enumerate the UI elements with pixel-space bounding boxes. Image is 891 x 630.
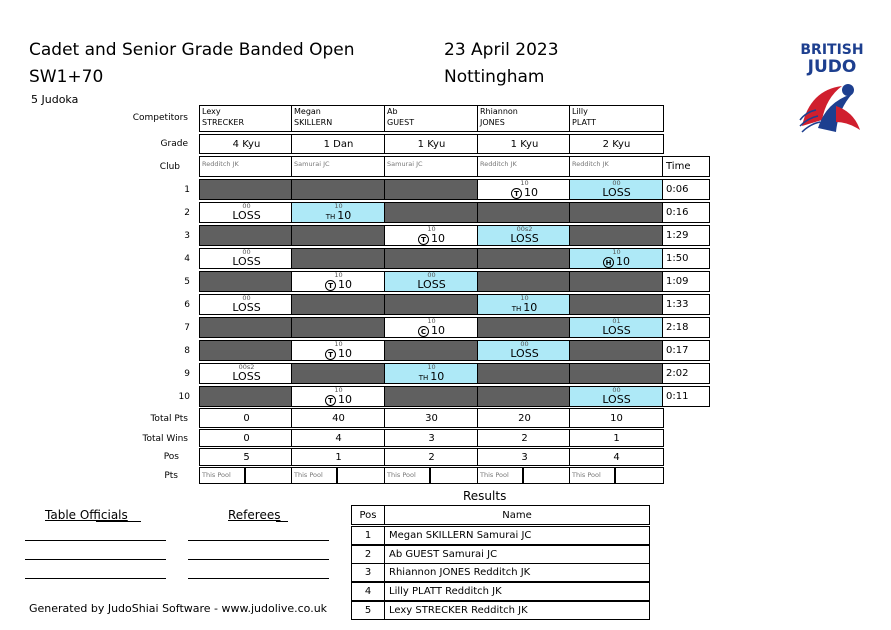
label-total-wins: Total Wins: [142, 434, 188, 444]
label-pos: Pos: [163, 452, 179, 462]
label-competitors: Competitors: [132, 113, 188, 123]
empty-bout-cell: [291, 225, 386, 246]
empty-bout-cell: [291, 248, 386, 269]
bout-result: [570, 393, 663, 406]
bout-result-text: 10: [430, 370, 445, 383]
empty-bout-cell: [199, 386, 294, 407]
competitor-name-cell: [291, 105, 386, 132]
competitor-first-name: Lilly: [572, 107, 588, 116]
referees-heading: Referees: [228, 508, 281, 522]
empty-bout-cell: [384, 248, 479, 269]
competitor-last-name: SKILLERN: [294, 118, 333, 127]
bout-result-text: LOSS: [602, 324, 631, 337]
win-type-icon: H: [603, 257, 614, 268]
this-pool-cell: [384, 467, 430, 484]
empty-bout-cell: [384, 340, 479, 361]
bout-score-cell: [384, 225, 479, 246]
score-detail: 10: [334, 271, 343, 279]
bout-result-text: LOSS: [510, 347, 539, 360]
bout-result-text: LOSS: [232, 301, 261, 314]
category-label: SW1+70: [29, 67, 104, 87]
grade-cell: 2 Kyu: [569, 134, 664, 154]
bout-result: [385, 232, 478, 245]
grade-cell: 4 Kyu: [199, 134, 294, 154]
bout-result-text: LOSS: [602, 393, 631, 406]
empty-bout-cell: [384, 294, 479, 315]
score-detail: 10: [612, 248, 621, 256]
bout-result: [385, 278, 478, 291]
time-header-cell: [662, 156, 710, 177]
competitor-first-name: Ab: [387, 107, 398, 116]
bout-score-cell: [477, 340, 572, 361]
time-header: Time: [666, 161, 691, 172]
total-pts-cell: 30: [384, 408, 479, 428]
score-detail: 00: [427, 271, 436, 279]
signature-line: [25, 578, 166, 579]
empty-bout-cell: [384, 202, 479, 223]
win-type-prefix: TH: [511, 305, 522, 313]
bout-result-text: 10: [338, 393, 352, 406]
bout-score-cell: [291, 202, 386, 223]
bout-result-text: 10: [431, 232, 445, 245]
this-pool-label: This Pool: [202, 471, 231, 479]
empty-bout-cell: [384, 179, 479, 200]
bout-time-cell: 2:18: [662, 317, 710, 338]
bout-time-cell: 1:50: [662, 248, 710, 269]
bout-number: 1: [184, 185, 190, 195]
empty-bout-cell: [199, 340, 294, 361]
club-name: Samurai JC: [294, 160, 330, 168]
pool-points-cell: [337, 467, 386, 484]
score-detail: 10: [334, 340, 343, 348]
table-officials-heading: Table Officials: [45, 508, 128, 522]
bout-result: [200, 301, 293, 314]
pool-points-cell: [245, 467, 294, 484]
empty-bout-cell: [477, 317, 572, 338]
this-pool-label: This Pool: [572, 471, 601, 479]
grade-cell: 1 Kyu: [384, 134, 479, 154]
empty-bout-cell: [569, 340, 664, 361]
competitor-last-name: PLATT: [572, 118, 596, 127]
score-detail: 00: [520, 340, 529, 348]
bout-score-cell: [569, 179, 664, 200]
win-type-icon: T: [325, 349, 336, 360]
bout-score-cell: [199, 363, 294, 384]
bout-time-cell: 0:06: [662, 179, 710, 200]
results-title: Results: [463, 489, 507, 503]
bout-result-text: 10: [337, 209, 352, 222]
win-type-icon: C: [418, 326, 429, 337]
bout-score-cell: [477, 294, 572, 315]
club-cell: [291, 156, 386, 177]
empty-bout-cell: [291, 363, 386, 384]
bout-result-text: 10: [431, 324, 445, 337]
bout-result: [478, 301, 571, 316]
competitor-name-cell: [569, 105, 664, 132]
bout-number: 10: [178, 392, 190, 402]
total-wins-cell: 0: [199, 429, 294, 447]
score-detail: 10: [427, 363, 436, 371]
bout-number: 2: [184, 208, 190, 218]
score-detail: 00s2: [516, 225, 533, 233]
empty-bout-cell: [569, 271, 664, 292]
results-pos-cell: 2: [351, 545, 385, 564]
bout-result: [570, 186, 663, 199]
this-pool-label: This Pool: [294, 471, 323, 479]
total-pts-cell: 10: [569, 408, 664, 428]
score-detail: 10: [427, 317, 436, 325]
score-detail: 00: [612, 179, 621, 187]
club-cell: [384, 156, 479, 177]
bout-number: 7: [184, 323, 190, 333]
total-wins-cell: 3: [384, 429, 479, 447]
bout-score-cell: [199, 202, 294, 223]
empty-bout-cell: [199, 317, 294, 338]
bout-number: 6: [184, 300, 190, 310]
total-wins-cell: 1: [569, 429, 664, 447]
competitor-last-name: STRECKER: [202, 118, 245, 127]
bout-time-cell: 0:11: [662, 386, 710, 407]
pool-points-cell: [615, 467, 664, 484]
bout-time-cell: 0:16: [662, 202, 710, 223]
competitor-first-name: Rhiannon: [480, 107, 518, 116]
bout-result-text: 10: [338, 347, 352, 360]
footer-credit: Generated by JudoShiai Software - www.judolive.co.uk: [29, 602, 328, 615]
event-date: 23 April 2023: [444, 40, 559, 60]
bout-score-cell: [384, 363, 479, 384]
win-type-prefix: TH: [325, 213, 336, 221]
empty-bout-cell: [199, 225, 294, 246]
pos-cell: 1: [291, 448, 386, 466]
score-detail: 00: [242, 248, 251, 256]
bout-result: [200, 209, 293, 222]
bout-number: 4: [184, 254, 190, 264]
event-location: Nottingham: [444, 67, 545, 87]
pool-points-cell: [430, 467, 479, 484]
bout-result: [292, 209, 385, 224]
empty-bout-cell: [569, 363, 664, 384]
signature-line: [188, 578, 329, 579]
bout-result-text: LOSS: [417, 278, 446, 291]
empty-bout-cell: [477, 363, 572, 384]
score-detail: 01: [612, 317, 621, 325]
results-pos-cell: 1: [351, 526, 385, 545]
pool-points-cell: [523, 467, 572, 484]
logo-text-top: BRITISH: [800, 42, 864, 58]
score-detail: 00: [242, 294, 251, 302]
label-pts: Pts: [164, 471, 178, 481]
bout-time-cell: 0:17: [662, 340, 710, 361]
results-pos-header: Pos: [351, 505, 385, 525]
club-name: Redditch JK: [480, 160, 517, 168]
british-judo-logo: [796, 42, 868, 150]
signature-line: [188, 559, 329, 560]
bout-result: [570, 324, 663, 337]
bout-result-text: 10: [523, 301, 538, 314]
bout-result: [292, 393, 385, 406]
judoka-count: 5 Judoka: [31, 93, 79, 106]
empty-bout-cell: [477, 386, 572, 407]
bout-result-text: LOSS: [232, 255, 261, 268]
bout-time-cell: 2:02: [662, 363, 710, 384]
score-detail: 10: [520, 179, 529, 187]
judoka-emblem-icon: [796, 76, 868, 146]
bout-number: 9: [184, 369, 190, 379]
results-name-cell: Ab GUEST Samurai JC: [384, 545, 650, 564]
results-pos-cell: 4: [351, 582, 385, 601]
score-detail: 00: [242, 202, 251, 210]
score-detail: 10: [334, 386, 343, 394]
bout-result-text: LOSS: [232, 209, 261, 222]
bout-result: [478, 347, 571, 360]
bout-result: [200, 255, 293, 268]
competitor-name-cell: [199, 105, 294, 132]
bout-score-cell: [291, 386, 386, 407]
bout-result: [292, 347, 385, 360]
bout-result: [478, 186, 571, 199]
this-pool-cell: [199, 467, 245, 484]
this-pool-label: This Pool: [480, 471, 509, 479]
total-wins-cell: 2: [477, 429, 572, 447]
win-type-icon: T: [325, 395, 336, 406]
pos-cell: 3: [477, 448, 572, 466]
total-pts-cell: 40: [291, 408, 386, 428]
bout-time-cell: 1:29: [662, 225, 710, 246]
empty-bout-cell: [291, 294, 386, 315]
club-name: Redditch JK: [202, 160, 239, 168]
bout-score-cell: [384, 271, 479, 292]
this-pool-cell: [569, 467, 615, 484]
bout-score-cell: [569, 248, 664, 269]
score-detail: 00: [612, 386, 621, 394]
bout-result-text: 10: [524, 186, 538, 199]
results-name-cell: Rhiannon JONES Redditch JK: [384, 563, 650, 582]
competitor-name-cell: [384, 105, 479, 132]
label-total-pts: Total Pts: [150, 414, 188, 424]
bout-result: [292, 278, 385, 291]
bout-time-cell: 1:33: [662, 294, 710, 315]
bout-score-cell: [569, 386, 664, 407]
club-name: Redditch JK: [572, 160, 609, 168]
score-detail: 10: [334, 202, 343, 210]
empty-bout-cell: [477, 248, 572, 269]
empty-bout-cell: [291, 317, 386, 338]
empty-bout-cell: [569, 225, 664, 246]
empty-bout-cell: [477, 271, 572, 292]
empty-bout-cell: [384, 386, 479, 407]
pos-cell: 5: [199, 448, 294, 466]
total-pts-cell: 20: [477, 408, 572, 428]
this-pool-cell: [291, 467, 337, 484]
results-name-cell: Lexy STRECKER Redditch JK: [384, 601, 650, 620]
results-pos-cell: 5: [351, 601, 385, 620]
bout-result: [385, 370, 478, 385]
results-pos-cell: 3: [351, 563, 385, 582]
competitor-last-name: JONES: [480, 118, 505, 127]
win-type-icon: T: [511, 188, 522, 199]
bout-number: 3: [184, 231, 190, 241]
results-name-cell: Lilly PLATT Redditch JK: [384, 582, 650, 601]
bout-score-cell: [291, 271, 386, 292]
win-type-icon: T: [325, 280, 336, 291]
empty-bout-cell: [477, 202, 572, 223]
bout-score-cell: [384, 317, 479, 338]
total-pts-cell: 0: [199, 408, 294, 428]
empty-bout-cell: [199, 179, 294, 200]
club-cell: [477, 156, 572, 177]
score-detail: 00s2: [238, 363, 255, 371]
referees-underline: [276, 521, 288, 522]
event-title: Cadet and Senior Grade Banded Open: [29, 40, 355, 60]
label-club: Club: [159, 162, 180, 172]
label-grade: Grade: [160, 139, 188, 149]
bout-score-cell: [477, 225, 572, 246]
win-type-icon: T: [418, 234, 429, 245]
club-cell: [199, 156, 294, 177]
signature-line: [25, 559, 166, 560]
bout-number: 5: [184, 277, 190, 287]
grade-cell: 1 Dan: [291, 134, 386, 154]
bout-result-text: LOSS: [510, 232, 539, 245]
bout-score-cell: [477, 179, 572, 200]
bout-result: [478, 232, 571, 245]
grade-cell: 1 Kyu: [477, 134, 572, 154]
club-name: Samurai JC: [387, 160, 423, 168]
signature-line: [188, 540, 329, 541]
this-pool-label: This Pool: [387, 471, 416, 479]
bout-score-cell: [199, 294, 294, 315]
bout-result-text: 10: [616, 255, 630, 268]
total-wins-cell: 4: [291, 429, 386, 447]
signature-line: [25, 540, 166, 541]
club-cell: [569, 156, 664, 177]
bout-score-cell: [569, 317, 664, 338]
this-pool-cell: [477, 467, 523, 484]
bout-result-text: LOSS: [232, 370, 261, 383]
bout-result-text: 10: [338, 278, 352, 291]
logo-text-bottom: JUDO: [807, 57, 857, 77]
pos-cell: 4: [569, 448, 664, 466]
pos-cell: 2: [384, 448, 479, 466]
score-detail: 10: [427, 225, 436, 233]
competitor-first-name: Megan: [294, 107, 321, 116]
empty-bout-cell: [199, 271, 294, 292]
results-name-header: Name: [384, 505, 650, 525]
empty-bout-cell: [291, 179, 386, 200]
bout-score-cell: [291, 340, 386, 361]
bout-score-cell: [199, 248, 294, 269]
bout-result-text: LOSS: [602, 186, 631, 199]
score-detail: 10: [520, 294, 529, 302]
bout-time-cell: 1:09: [662, 271, 710, 292]
bout-number: 8: [184, 346, 190, 356]
competitor-name-cell: [477, 105, 572, 132]
bout-result: [385, 324, 478, 337]
win-type-prefix: TH: [418, 374, 429, 382]
bout-result: [200, 370, 293, 383]
competitor-first-name: Lexy: [202, 107, 221, 116]
bout-result: [570, 255, 663, 268]
table-officials-underline: [96, 521, 141, 522]
competitor-last-name: GUEST: [387, 118, 415, 127]
results-name-cell: Megan SKILLERN Samurai JC: [384, 526, 650, 545]
empty-bout-cell: [569, 294, 664, 315]
empty-bout-cell: [569, 202, 664, 223]
